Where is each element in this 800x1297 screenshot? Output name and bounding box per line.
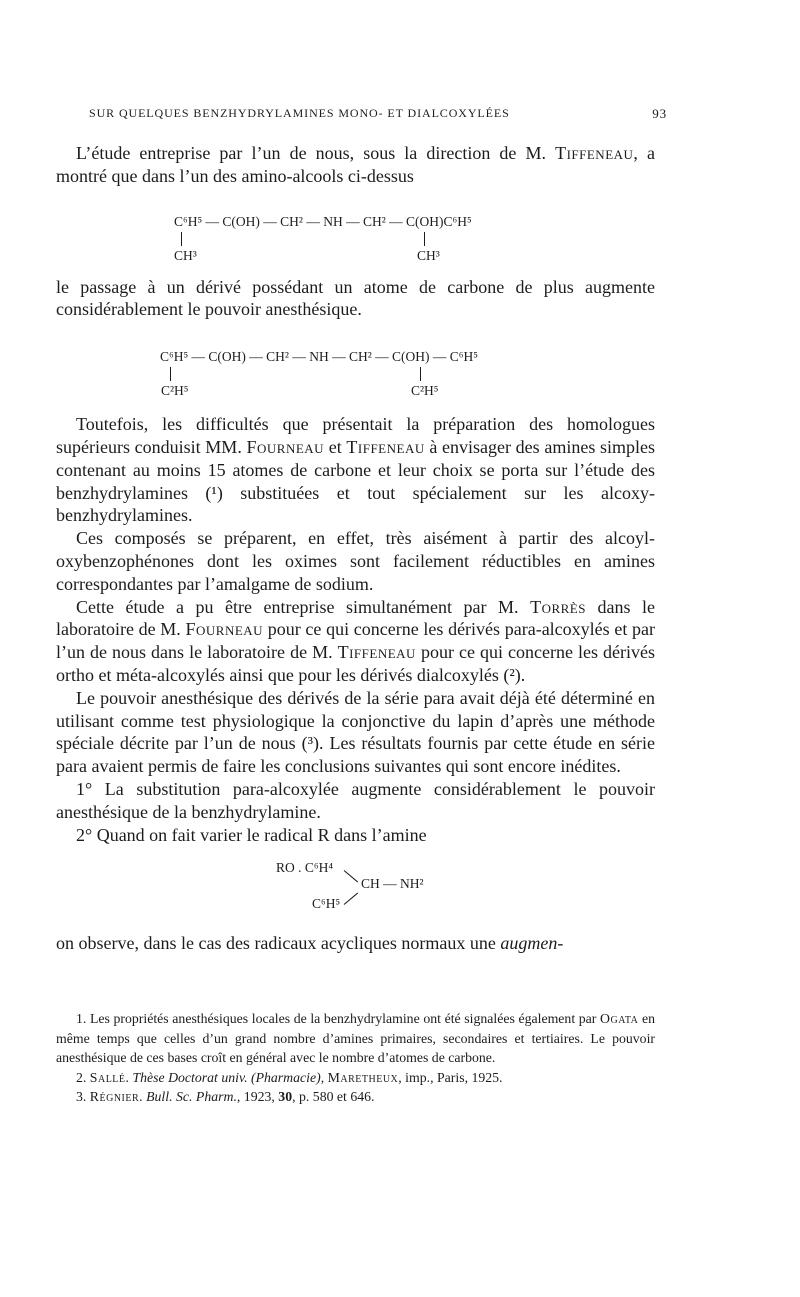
footnotes: [56, 1009, 655, 1107]
italic-text: augmen-: [500, 933, 564, 954]
bond-line: [424, 232, 425, 246]
footnote-text: , 1923,: [236, 1089, 279, 1104]
formula-1-sub-left: CH³: [174, 247, 197, 263]
author-name: Sallé: [89, 1069, 126, 1085]
formula-2-main: C⁶H⁵ — C(OH) — CH² — NH — CH² — C(OH) — C⁶H⁵: [160, 349, 478, 365]
formula-2-sub-right: C²H⁵: [411, 383, 439, 399]
footnote-text: , p. 580 et 646.: [292, 1089, 375, 1104]
paragraph-text: Cette étude a pu être entreprise simultanément par M.: [76, 596, 531, 617]
paragraph-text: pour ce qui concerne les dérivés ortho et méta-alcoxylés ainsi que pour les dérivés dialcoxylés (²).: [56, 642, 655, 685]
paragraph-text: à envisager des amines simples contenant au moins 15 atomes de carbone et leur choix se porta sur l’étude des benzhydrylamines (¹) substituées et tout spécialement sur les alcoxy-benzhydrylamines.: [56, 436, 655, 526]
author-name: Tiffeneau: [337, 642, 416, 663]
italic-text: Bull. Sc. Pharm.: [146, 1089, 237, 1104]
footnote-2: [56, 1068, 655, 1088]
author-name: Torrès: [530, 596, 586, 617]
bond-line: [181, 232, 182, 246]
page-number: 93: [652, 106, 667, 121]
author-name: Ogata: [600, 1011, 639, 1026]
footnote-text: 1. Les propriétés anesthésiques locales de la benzhydrylamine ont été signalées également par: [76, 1011, 601, 1026]
footnote-text: .: [125, 1069, 133, 1085]
formula-3: [56, 846, 655, 932]
paragraph-8: 2° Quand on fait varier le radical R dans l’amine: [76, 824, 427, 845]
formula-2: [56, 321, 655, 413]
paragraph-1: [56, 142, 655, 188]
formula-3-right: CH — NH²: [361, 876, 424, 892]
bond-line: [344, 870, 358, 882]
formula-3-bottom: C⁶H⁵: [312, 896, 341, 912]
paragraph-7: 1° La substitution para-alcoxylée augmente considérablement le pouvoir anesthésique de la benzhydrylamine.: [56, 778, 655, 822]
author-name: Tiffeneau: [346, 436, 425, 457]
running-head-title: SUR QUELQUES BENZHYDRYLAMINES MONO- ET DIALCOXYLÉES: [89, 106, 510, 120]
paragraph-text: on observe, dans le cas des radicaux acycliques normaux une: [56, 933, 501, 954]
formula-1-sub-right: CH³: [417, 247, 440, 263]
italic-text: Thèse Doctorat univ. (Pharmacie): [132, 1069, 321, 1085]
paragraph-3: [56, 413, 655, 527]
main-text: [56, 142, 655, 955]
paragraph-text: L’étude entreprise par l’un de nous, sous la direction de M.: [76, 143, 556, 163]
formula-3-top: RO . C⁶H⁴: [276, 860, 334, 876]
footnote-text: en même temps que celles d’un grand nombre d’amines primaires, secondaires et tertiaires. Le pouvoir anesthésique de ces bases croît en général avec le nombre d’atomes de carbone.: [56, 1011, 655, 1065]
paragraph-text: et: [324, 436, 347, 457]
volume-number: 30: [278, 1089, 293, 1104]
footnote-text: 2.: [76, 1069, 90, 1085]
footnote-text: .: [139, 1089, 147, 1104]
footnote-3: [56, 1087, 655, 1107]
author-name: Tiffeneau: [555, 143, 634, 163]
paragraph-6: Le pouvoir anesthésique des dérivés de la série para avait déjà été déterminé en utilisant comme test physiologique la conjonctive du lapin d’après une méthode spéciale décrite par l’un de nous (³). Les résultats fournis par cette étude en série para avaient permis de faire les conclusions suivantes qui sont encore inédites.: [56, 687, 655, 777]
paragraph-4: Ces composés se préparent, en effet, très aisément à partir des alcoyl-oxybenzophénones dont les oximes sont facilement réductibles en amines correspondantes par l’amalgame de sodium.: [56, 528, 655, 594]
formula-2-sub-left: C²H⁵: [161, 383, 189, 399]
footnote-text: , imp., Paris, 1925.: [398, 1069, 503, 1085]
paragraph-5: [56, 596, 655, 687]
author-name: Fourneau: [185, 619, 264, 640]
publisher-name: Maretheux: [327, 1069, 399, 1085]
paragraph-text: pour ce qui concerne les dérivés para-alcoxylés et par l’un de nous dans le laboratoire de M.: [56, 619, 655, 663]
paragraph-9: [56, 932, 655, 955]
formula-1: [56, 188, 655, 276]
bond-line: [170, 367, 171, 381]
paragraph-text: Toutefois, les difficultés que présentait la préparation des homologues supérieurs conduisit MM.: [56, 414, 655, 457]
author-name: Régnier: [89, 1089, 140, 1104]
bond-line: [420, 367, 421, 381]
bond-line: [344, 893, 358, 905]
paragraph-2: le passage à un dérivé possédant un atome de carbone de plus augmente considérablement le pouvoir anesthésique.: [56, 276, 655, 320]
footnote-text: ,: [320, 1069, 328, 1085]
formula-1-main: C⁶H⁵ — C(OH) — CH² — NH — CH² — C(OH)C⁶H⁵: [174, 213, 472, 229]
paragraph-text: , a montré que dans l’un des amino-alcools ci-dessus: [56, 143, 655, 186]
footnote-1: [56, 1009, 655, 1068]
paragraph-text: dans le laboratoire de M.: [56, 596, 656, 640]
author-name: Fourneau: [246, 436, 325, 457]
footnote-text: 3.: [76, 1089, 90, 1104]
